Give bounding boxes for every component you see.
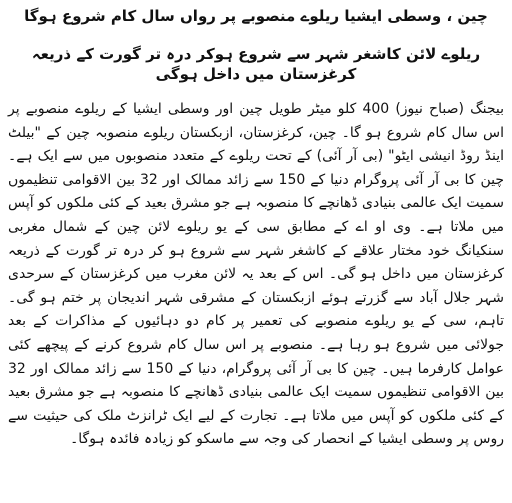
news-article (8, 6, 504, 497)
article-subheadline: ریلوے لائن کاشغر شہر سے شروع ہوکر درہ تر گورت کے ذریعہ کرغزستان میں داخل ہوگی (31, 45, 481, 83)
article-headline: چین ، وسطی ایشیا ریلوے منصوبے پر رواں سال کام شروع ہوگا (24, 7, 488, 25)
article-body: بیجنگ (صباح نیوز) 400 کلو میٹر طویل چین اور وسطی ایشیا کے ریلوے منصوبے پر اس سال کام شروع ہو گا۔ چین، کرغزستان، ازبکستان ریلوے منصوبہ چین کے "بیلٹ اینڈ روڈ انیشی ایٹو" (بی آر آئی) کے تحت ریلوے کے متعدد منصوبوں میں سے ایک ہے۔ چین کا بی آر آئی پروگرام دنیا کے 150 سے زائد ممالک اور 32 بین الاقوامی تنظیموں سمیت ایک عالمی بنیادی ڈھانچے کا منصوبہ ہے جو مشرق بعید کے کئی ملکوں کو آپس میں ملاتا ہے۔ وی او اے کے مطابق سی کے یو ریلوے لائن چین کے شمال مغربی سنکیانگ خود مختار علاقے کے کاشغر شہر سے شروع ہو کر درہ تر گورت کے ذریعہ کرغزستان میں داخل ہو گی۔ اس کے بعد یہ لائن مغرب میں کرغزستان کے سرحدی شہر جلال آباد سے گزرتے ہوئے ازبکستان کے مشرقی شہر اندیجان پر ختم ہو گی۔ تاہم، سی کے یو ریلوے منصوبے کی تعمیر پر کام دو دہائیوں کے مذاکرات کے بعد جولائی میں شروع ہو رہا ہے۔ منصوبے پر اس سال کام شروع کرنے کے پیچھے کئی عوامل کارفرما ہیں۔ چین کا بی آر آئی پروگرام، دنیا کے 150 سے زائد ممالک اور 32 بین الاقوامی تنظیموں سمیت ایک عالمی بنیادی ڈھانچے کا منصوبہ ہے جو مشرق بعید کے کئی ملکوں کو آپس میں ملاتا ہے۔ تجارت کے لیے ایک ٹرانزٹ ملک کی حیثیت سے روس پر وسطی ایشیا کے انحصار کی وجہ سے ماسکو کو زیادہ فائدہ ہوگا۔ (8, 101, 504, 448)
